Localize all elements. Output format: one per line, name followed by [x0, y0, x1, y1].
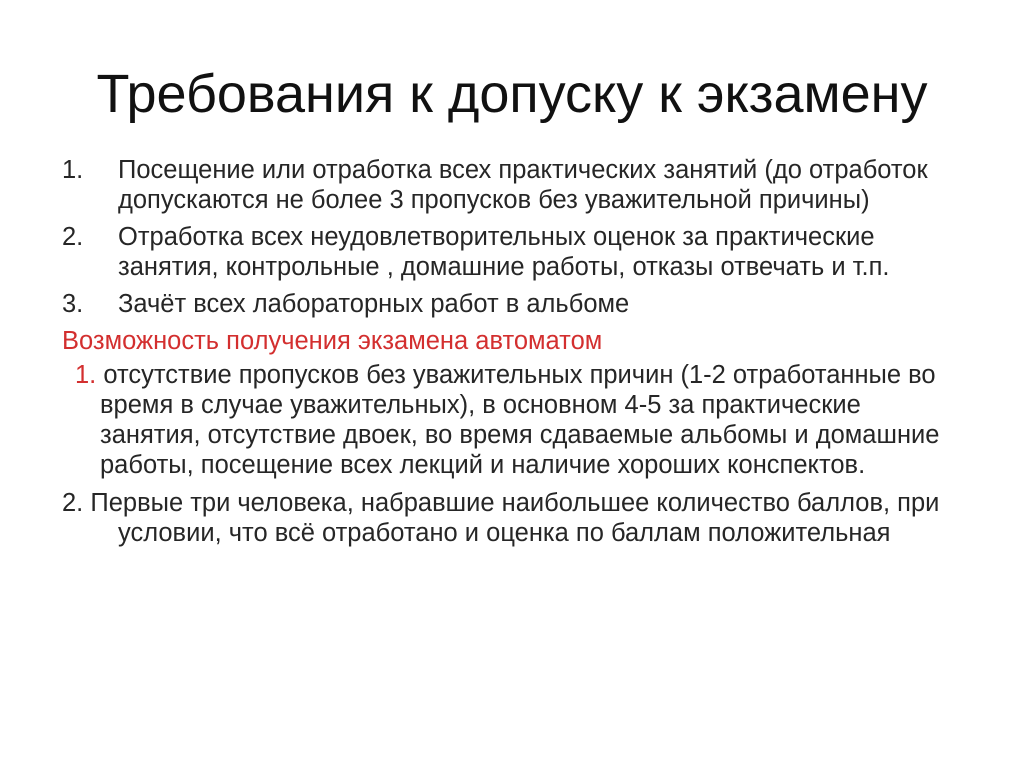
requirement-text: Зачёт всех лабораторных работ в альбоме: [118, 290, 630, 318]
requirement-text: Отработка всех неудовлетворительных оценок за практические занятия, контрольные , домашние работы, отказы отвечать и т.п.: [118, 223, 890, 281]
automatic-exam-heading: Возможность получения экзамена автоматом: [62, 327, 603, 355]
slide-body: [62, 155, 962, 548]
automatic-exam-text: Первые три человека, набравшие наибольшее количество баллов, при условии, что всё отработано и оценка по баллам положительная: [90, 489, 940, 547]
requirement-number: 1.: [62, 156, 84, 184]
requirement-item-3: [62, 289, 962, 319]
automatic-exam-text: отсутствие пропусков без уважительных причин (1-2 отработанные во время в случае уважительных), в основном 4-5 за практические занятия, отсутствие двоек, во время сдаваемые альбомы и домашние работы, посещение всех лекций и наличие хороших конспектов.: [100, 361, 940, 479]
automatic-exam-item-2: [62, 488, 962, 548]
requirement-number: 2.: [62, 223, 84, 251]
requirement-item-2: [62, 222, 962, 282]
automatic-exam-number: 1.: [75, 361, 97, 389]
slide-title: Требования к допуску к экзамену: [96, 64, 928, 124]
requirement-text: Посещение или отработка всех практических занятий (до отработок допускаются не более 3 пропусков без уважительной причины): [118, 156, 928, 214]
requirement-number: 3.: [62, 290, 84, 318]
requirement-item-1: [62, 155, 962, 215]
automatic-exam-number: 2.: [62, 489, 84, 517]
automatic-exam-item-1: [70, 360, 962, 480]
